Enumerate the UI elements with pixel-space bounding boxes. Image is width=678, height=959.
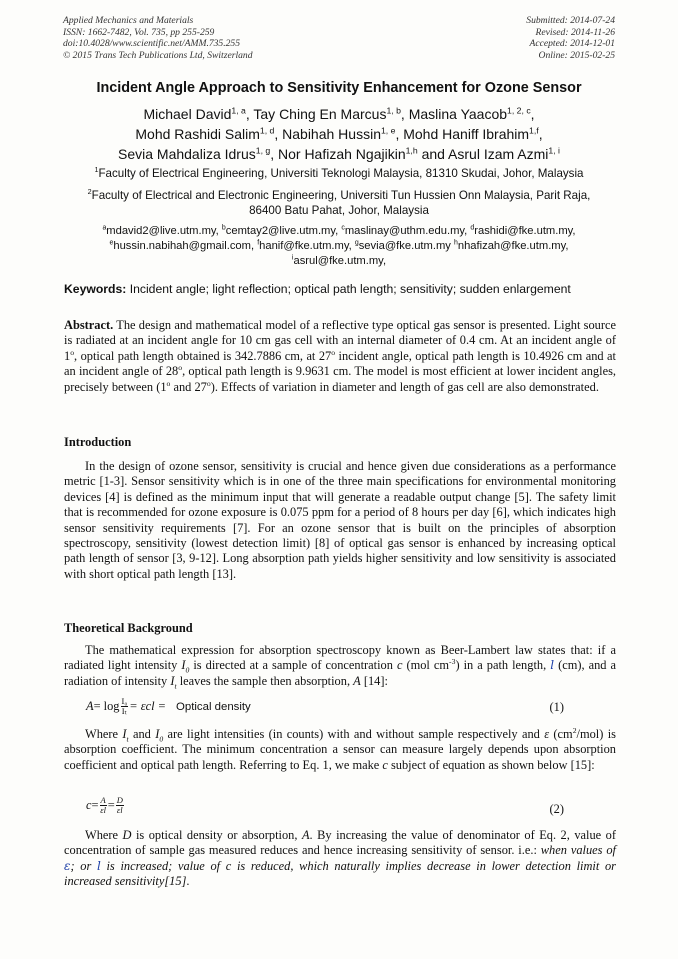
body-text: are light intensities (in counts) with and without sample respectively and bbox=[163, 727, 545, 741]
eq-denominator: Iₜ bbox=[121, 706, 128, 716]
email-link[interactable]: mdavid2@live.utm.my, bbox=[106, 225, 219, 237]
author-name: Michael David bbox=[143, 106, 232, 122]
email-mark: d bbox=[470, 224, 475, 232]
author-name: Maslina Yaacob bbox=[408, 106, 508, 122]
journal-copyright: © 2015 Trans Tech Publications Ltd, Switzerland bbox=[63, 49, 253, 61]
equation-number-2: (2) bbox=[549, 802, 564, 816]
email-mark: c bbox=[341, 224, 345, 232]
author-list bbox=[40, 104, 638, 164]
symbol-subscript: 0 bbox=[185, 665, 190, 675]
symbol-It: I bbox=[170, 673, 175, 688]
theory-paragraph bbox=[64, 643, 616, 689]
affil-text: Faculty of Electrical and Electronic Engineering, Universiti Tun Hussien Onn Malaysia, Parit Raja, bbox=[91, 189, 591, 202]
abstract-text: The design and mathematical model of a reflective type optical gas sensor is presented. Light source is radiated at an incident angle for 10 cm gas cell with an internal diameter of 0.4 cm. At an incident angle of 1 bbox=[64, 318, 616, 363]
keywords-label: Keywords: bbox=[64, 282, 127, 296]
theory-text: (mol cm bbox=[402, 658, 450, 673]
unit-exponent: 2 bbox=[572, 725, 577, 735]
theory-text: ) in a path length, bbox=[455, 658, 551, 673]
body-text: Where bbox=[85, 727, 123, 741]
author-name: Sevia Mahdaliza Idrus bbox=[118, 146, 256, 162]
author-name: Mohd Rashidi Salim bbox=[135, 126, 260, 142]
eq-symbol: c bbox=[86, 798, 92, 812]
author-name: Mohd Haniff Ibrahim bbox=[403, 126, 530, 142]
symbol-subscript: t bbox=[174, 681, 177, 691]
author-affil-mark: 1,h bbox=[405, 145, 418, 156]
symbol-l: l bbox=[96, 858, 101, 873]
symbol-It: I bbox=[122, 727, 127, 741]
email-link[interactable]: sevia@fke.utm.my bbox=[358, 240, 451, 252]
email-link[interactable]: rashidi@fke.utm.my, bbox=[474, 225, 576, 237]
section-heading-theoretical-background: Theoretical Background bbox=[64, 621, 193, 635]
equation-number-1: (1) bbox=[549, 700, 564, 714]
symbol-l: l bbox=[550, 658, 555, 673]
author-name: Nabihah Hussin bbox=[282, 126, 381, 142]
body-text: (cm bbox=[549, 727, 573, 741]
degree-mark: o bbox=[178, 363, 183, 373]
theory-text: (cm), and a radiation of intensity bbox=[64, 658, 616, 688]
section-heading-introduction: Introduction bbox=[64, 435, 132, 449]
symbol-D: D bbox=[122, 828, 132, 842]
author-affil-mark: 1, d bbox=[259, 125, 275, 136]
author-name: Nor Hafizah Ngajikin bbox=[278, 146, 406, 162]
body-text: . By increasing the value of denominator of Eq. 2, value of concentration of sample gas measured reduces and hence increasing sensitivity of sensor. i.e.: bbox=[64, 828, 616, 858]
abstract-text: incident angle, optical path length is 10.4926 cm and at an incident angle of 28 bbox=[64, 348, 616, 379]
date-revised: Revised: 2014-11-26 bbox=[535, 26, 615, 38]
keywords-text: Incident angle; light reflection; optical path length; sensitivity; sudden enlargement bbox=[129, 282, 571, 296]
journal-name: Applied Mechanics and Materials bbox=[63, 15, 194, 26]
equation-2 bbox=[86, 796, 125, 815]
eq-fraction bbox=[100, 796, 107, 815]
date-online: Online: 2015-02-25 bbox=[538, 49, 615, 61]
introduction-text: In the design of ozone sensor, sensitivity is crucial and hence given due considerations as a performance metric [1-3]. Sensor sensitivity which is in one of the three main specifications for environmental monitoring devices [4] is defined as the minimum input that will generate a readable output change [5]. The safety limit that is recommended for ozone exposure is 0.075 ppm for a period of 8 hours per day [6], which indicates high sensor sensitivity requirements [7]. For an ozone sensor that is built on the principles of absorption spectroscopy, sensitivity (lowest detection limit) [8] of optical gas sensor is enhanced by increasing optical path length of sensor [3, 9-12]. Long absorption path yields higher sensitivity and low sensitivity is associated with short optical path length [13]. bbox=[64, 459, 616, 581]
theory-text: The mathematical expression for absorption spectroscopy known as Beer-Lambert law states that: if a radiated light intensity bbox=[64, 643, 616, 673]
symbol-subscript: t bbox=[126, 734, 129, 744]
journal-info bbox=[63, 15, 253, 61]
author-affil-mark: 1, 2, c bbox=[507, 105, 531, 116]
eq-operator: = bbox=[91, 798, 99, 812]
email-link[interactable]: maslinay@uthm.edu.my, bbox=[344, 225, 468, 237]
body-text: subject of equation as shown below [15]: bbox=[387, 757, 595, 772]
body-text: is optical density or absorption, bbox=[131, 828, 302, 842]
body-text: /mol) is absorption coefficient. The minimum concentration a sensor can measure largely depends upon absorption coefficient and optical path length. Referring to Eq. 1, we make bbox=[64, 727, 616, 772]
degree-mark: o bbox=[206, 378, 211, 388]
degree-mark: o bbox=[70, 347, 75, 357]
symbol-epsilon: ε bbox=[544, 727, 550, 741]
symbol-c: c bbox=[396, 658, 403, 673]
abstract-text: , optical path length is 9.9631 cm. The model is most efficient at lower incident angles, precisely between (1 bbox=[64, 364, 616, 394]
email-link[interactable]: hussin.nabihah@gmail.com, bbox=[113, 240, 255, 252]
affil-text: Faculty of Electrical Engineering, Universiti Teknologi Malaysia, 81310 Skudai, Johor, Malaysia bbox=[98, 167, 584, 180]
italic-text: ; or bbox=[70, 858, 97, 873]
author-name: Asrul Izam Azmi bbox=[448, 146, 549, 162]
eq-numerator: A bbox=[100, 795, 106, 805]
author-name: Tay Ching En Marcus bbox=[253, 106, 387, 122]
abstract-text: , optical path length obtained is 342.7886 cm, at 27 bbox=[74, 348, 332, 363]
symbol-I0: I bbox=[155, 727, 160, 741]
symbol-epsilon: ε bbox=[64, 858, 71, 873]
email-mark: a bbox=[102, 224, 107, 232]
author-affil-mark: 1, g bbox=[255, 145, 271, 156]
degree-mark: o bbox=[166, 378, 171, 388]
email-mark: f bbox=[257, 239, 260, 247]
date-submitted: Submitted: 2014-07-24 bbox=[526, 15, 615, 26]
eq-symbol: A bbox=[86, 699, 94, 713]
email-mark: b bbox=[221, 224, 226, 232]
eq-denominator: εl bbox=[116, 805, 123, 815]
journal-doi: doi:10.4028/www.scientific.net/AMM.735.255 bbox=[63, 38, 241, 50]
where-paragraph-1 bbox=[64, 727, 616, 773]
introduction-paragraph bbox=[64, 459, 616, 582]
author-affil-mark: 1, e bbox=[380, 125, 396, 136]
email-link[interactable]: cemtay2@live.utm.my, bbox=[225, 225, 339, 237]
body-text: . bbox=[186, 874, 190, 889]
symbol-A: A bbox=[301, 828, 310, 842]
email-mark: e bbox=[109, 239, 114, 247]
eq-label: Optical density bbox=[176, 700, 251, 713]
italic-text: is increased; value of c is reduced, which naturally implies decrease in lower detection limit or increased sensitivity[15] bbox=[64, 858, 616, 889]
italic-text: when values of bbox=[540, 843, 616, 858]
affil-number: 2 bbox=[87, 187, 92, 197]
journal-issn: ISSN: 1662-7482, Vol. 735, pp 255-259 bbox=[63, 26, 215, 38]
affiliation-1 bbox=[54, 166, 624, 181]
eq-rhs: = εcl = bbox=[129, 699, 167, 713]
where-paragraph-2 bbox=[64, 828, 616, 890]
author-affil-mark: 1, i bbox=[548, 145, 560, 156]
date-accepted: Accepted: 2014-12-01 bbox=[529, 38, 615, 50]
affil-number: 1 bbox=[94, 165, 99, 175]
abstract-text: ). Effects of variation in diameter and length of gas cell are also demonstrated. bbox=[210, 379, 599, 394]
email-mark: h bbox=[454, 239, 458, 247]
submission-dates bbox=[526, 15, 615, 61]
email-mark: i bbox=[291, 254, 294, 262]
abstract-label: Abstract. bbox=[64, 318, 114, 332]
author-emails bbox=[54, 224, 624, 269]
keywords bbox=[64, 282, 616, 296]
affiliation-2 bbox=[54, 188, 624, 218]
author-affil-mark: 1, a bbox=[231, 105, 246, 116]
equation-1 bbox=[86, 697, 251, 716]
eq-numerator: I₀ bbox=[121, 696, 128, 706]
theory-text: [14]: bbox=[360, 673, 388, 688]
symbol-subscript: 0 bbox=[159, 734, 164, 744]
paper-title: Incident Angle Approach to Sensitivity Enhancement for Ozone Sensor bbox=[96, 80, 582, 96]
symbol-I0: I bbox=[181, 658, 186, 673]
author-line-2: Mohd Rashidi Salim$^{1, d}$, Nabihah Hussin$^{1, e}$, Mohd Haniff Ibrahim$^{1,f}$, bbox=[135, 125, 543, 142]
unit-exponent: -3 bbox=[449, 657, 456, 667]
eq-numerator: D bbox=[116, 795, 123, 805]
email-link[interactable]: nhafizah@fke.utm.my, bbox=[457, 240, 569, 252]
theory-text: is directed at a sample of concentration bbox=[189, 658, 397, 673]
abstract-text: and 27 bbox=[170, 379, 207, 394]
affil-text: 86400 Batu Pahat, Johor, Malaysia bbox=[249, 204, 429, 217]
email-link[interactable]: asrul@fke.utm.my, bbox=[293, 255, 387, 267]
author-affil-mark: 1,f bbox=[529, 125, 539, 136]
body-text: Where bbox=[85, 828, 123, 842]
eq-operator: = log bbox=[93, 699, 120, 713]
eq-denominator: εl bbox=[100, 805, 106, 815]
body-text: and bbox=[128, 727, 156, 741]
author-line-3: Sevia Mahdaliza Idrus$^{1, g}$, Nor Hafizah Ngajikin$^{1,h}$ and Asrul Izam Azmi$^{1, i}$ bbox=[118, 145, 560, 162]
symbol-A: A bbox=[353, 673, 361, 688]
theory-text: leaves the sample then absorption, bbox=[176, 673, 354, 688]
degree-mark: o bbox=[331, 347, 336, 357]
author-and: and bbox=[421, 146, 445, 162]
eq-fraction bbox=[116, 796, 124, 815]
eq-fraction bbox=[121, 697, 129, 716]
author-line-1: Michael David$^{1, a}$, Tay Ching En Marcus$^{1, b}$, Maslina Yaacob$^{1, 2, c}$, bbox=[143, 105, 535, 122]
eq-operator: = bbox=[107, 798, 115, 812]
abstract bbox=[64, 318, 616, 395]
email-mark: g bbox=[354, 239, 359, 247]
author-affil-mark: 1, b bbox=[386, 105, 401, 116]
email-link[interactable]: hanif@fke.utm.my, bbox=[259, 240, 352, 252]
symbol-c: c bbox=[382, 757, 388, 772]
